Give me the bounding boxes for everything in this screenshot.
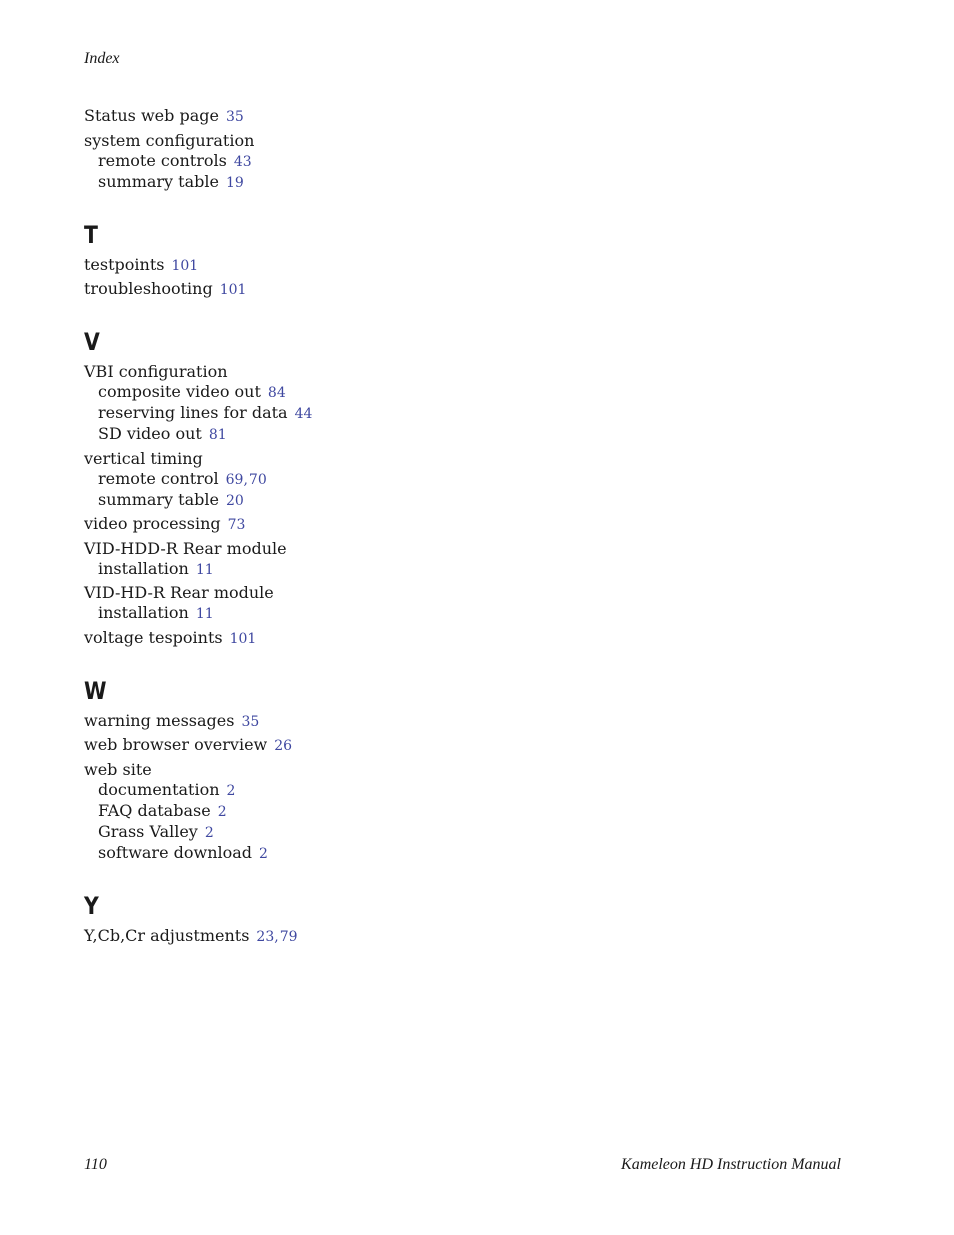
section-letter: Y [84,891,99,920]
entry-term: software download [98,842,253,862]
page-separator: , [274,928,279,945]
index-subentry [84,603,684,624]
entry-term: documentation [98,779,220,799]
index-list [84,106,684,947]
index-section [84,676,684,864]
page-link[interactable]: 35 [241,713,260,730]
page-link[interactable]: 101 [171,257,199,274]
page-link[interactable]: 2 [259,845,268,862]
index-section [84,891,684,947]
entry-term: voltage tespoints [84,627,223,647]
index-section [84,106,684,193]
entry-term: troubleshooting [84,279,213,298]
index-entry [84,583,684,603]
entry-term: summary table [98,489,219,509]
entry-term: video processing [84,514,221,533]
page-link[interactable]: 2 [217,803,227,820]
running-header: Index [84,50,120,67]
index-entry [84,255,684,276]
page-link[interactable]: 69 [225,471,244,488]
entry-term: testpoints [84,254,165,274]
index-subentry [84,172,684,193]
section-letter: W [84,676,107,705]
entry-term: VBI configuration [84,362,228,381]
index-subentry [84,801,684,822]
index-entry [84,449,684,469]
entry-term: reserving lines for data [98,403,288,422]
index-entry [84,539,684,559]
entry-term: Status web page [84,106,219,125]
page-link[interactable]: 19 [225,174,244,191]
page-separator: , [243,471,248,488]
entry-term: VID-HDD-R Rear module [84,538,287,558]
entry-term: installation [98,603,189,622]
entry-term: remote control [98,468,219,488]
index-entry [84,106,684,127]
entry-term: installation [98,558,189,578]
index-subentry [84,822,684,843]
manual-title: Kameleon HD Instruction Manual [621,1156,841,1173]
page-link[interactable]: 84 [267,385,286,401]
index-subentry [84,403,684,424]
entry-term: VID-HD-R Rear module [84,583,274,602]
index-entry [84,926,684,947]
entry-term: composite video out [98,382,261,401]
page-link[interactable]: 70 [248,471,267,488]
page-link[interactable]: 26 [274,738,293,754]
entry-term: FAQ database [98,800,211,820]
page-link[interactable]: 23 [256,928,275,945]
entry-term: remote controls [98,150,227,170]
index-entry [84,131,684,151]
page-link[interactable]: 43 [233,153,252,170]
page-link[interactable]: 101 [229,630,257,647]
index-subentry [84,843,684,864]
index-subentry [84,151,684,172]
index-subentry [84,490,684,511]
page-link[interactable]: 81 [208,427,227,443]
index-entry [84,514,684,535]
index-entry [84,760,684,780]
page-link[interactable]: 101 [219,282,247,298]
index-entry [84,362,684,382]
index-subentry [84,780,684,801]
section-letter: V [84,328,100,356]
entry-term: Y,Cb,Cr adjustments [84,925,250,945]
page-link[interactable]: 11 [195,606,214,622]
entry-term: warning messages [84,710,235,730]
entry-term: web site [84,759,152,779]
page-link[interactable]: 11 [195,561,214,578]
entry-term: Grass Valley [98,821,198,841]
index-subentry [84,469,684,490]
page-link[interactable]: 2 [204,824,214,841]
page-link[interactable]: 79 [279,928,298,945]
page-link[interactable]: 73 [227,517,246,533]
index-subentry [84,382,684,403]
entry-term: vertical timing [84,448,203,468]
index-subentry [84,424,684,445]
page-link[interactable]: 20 [225,492,244,509]
page-link[interactable]: 2 [226,782,236,799]
entry-term: summary table [98,171,219,191]
page-link[interactable]: 35 [225,109,244,125]
index-entry [84,735,684,756]
entry-term: web browser overview [84,735,268,754]
entry-term: system configuration [84,130,255,150]
section-letter: T [84,220,98,249]
index-entry [84,711,684,732]
page-number: 110 [84,1156,107,1173]
index-section [84,220,684,301]
index-section [84,330,684,649]
page-link[interactable]: 44 [294,406,313,422]
index-entry [84,628,684,649]
index-entry [84,279,684,300]
entry-term: SD video out [98,424,202,443]
index-subentry [84,559,684,580]
